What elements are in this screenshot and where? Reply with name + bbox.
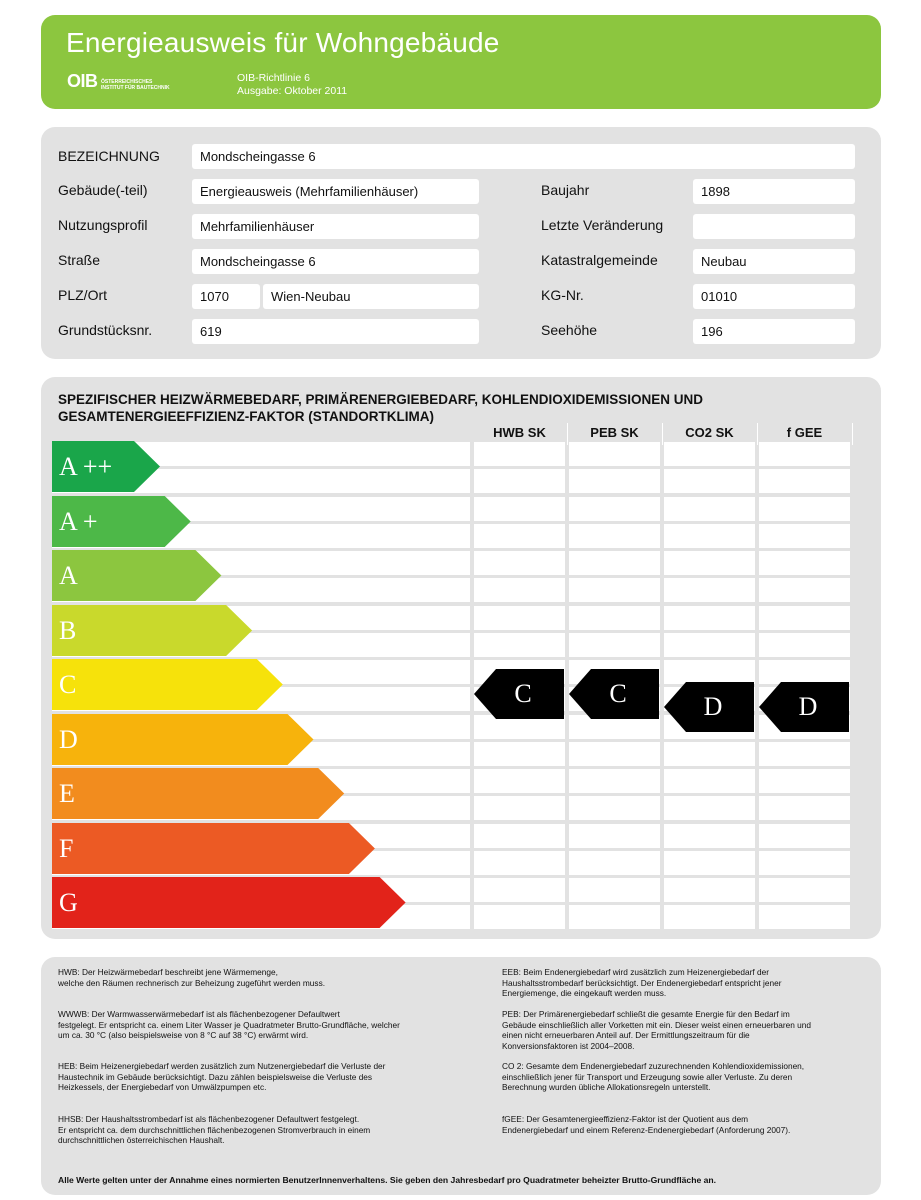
note-eeb-line: Haushaltsstrombedarf berücksichtigt. Der Endenergiebedarf entspricht jener	[502, 977, 782, 988]
class-label: A ++	[59, 452, 113, 481]
class-arrow-f	[52, 823, 379, 874]
note-peb-line: PEB: Der Primärenergiebedarf schließt die gesamte Energie für den Bedarf im	[502, 1009, 790, 1019]
rating-cell	[474, 578, 565, 602]
label-gebaeude: Gebäude(-teil)	[58, 182, 148, 198]
rating-cell	[664, 742, 755, 766]
rating-cell	[474, 769, 565, 793]
note-heb	[58, 1061, 443, 1093]
rating-cell	[664, 524, 755, 548]
class-label: A	[59, 561, 78, 590]
note-wwwb-line: um ca. 30 °C (also beispielsweise von 8 °C auf 38 °C) erwärmt wird.	[58, 1030, 309, 1040]
note-peb-line: einen nicht erneuerbaren Anteil auf. Der Ermittlungszeitraum für die	[502, 1030, 750, 1040]
field-seehoehe[interactable]: 196	[693, 319, 855, 344]
rating-cell	[664, 851, 755, 875]
rating-cell	[569, 551, 660, 575]
rating-cell	[759, 497, 850, 521]
note-hwb	[58, 967, 443, 988]
class-label: F	[59, 833, 74, 863]
rating-heading-line2: GESAMTENERGIEEFFIZIENZ-FAKTOR (STANDORTKLIMA)	[58, 409, 434, 424]
rating-cell	[569, 442, 660, 466]
field-grundstuecksnr[interactable]: 619	[192, 319, 479, 344]
rating-cell	[759, 796, 850, 820]
note-eeb-line: EEB: Beim Endenergiebedarf wird zusätzlich zum Heizenergiebedarf der	[502, 967, 770, 977]
result-marker-label: C	[514, 679, 532, 708]
column-divider	[757, 423, 758, 445]
footer-note: Alle Werte gelten unter der Annahme eines normierten BenutzerInnenverhaltens. Sie geben den Jahresbedarf pro Quadratmeter beheizter Brutto-Grundfläche an.	[58, 1175, 717, 1185]
note-hwb-line: HWB: Der Heizwärmebedarf beschreibt jene Wärmemenge,	[58, 967, 278, 977]
note-co2	[502, 1061, 887, 1093]
field-strasse[interactable]: Mondscheingasse 6	[192, 249, 479, 274]
rating-cell	[474, 551, 565, 575]
note-hhsb-line: Er entspricht ca. dem durchschnittlichen flächenbezogenen Stromverbrauch in einem	[58, 1124, 371, 1135]
note-eeb-line: Energiemenge, die eingekauft werden muss.	[502, 988, 667, 998]
rating-cell	[569, 578, 660, 602]
result-marker-label: D	[798, 691, 818, 721]
rating-cell	[759, 606, 850, 630]
column-divider	[567, 423, 568, 445]
rating-cell	[759, 824, 850, 848]
note-peb-line: Gebäude einschließlich aller Vorketten mit ein. Dieser weist einen erneuerbaren und	[502, 1019, 812, 1030]
note-eeb	[502, 967, 887, 999]
field-gebaeude[interactable]: Energieausweis (Mehrfamilienhäuser)	[192, 179, 479, 204]
label-kg-nr: KG-Nr.	[541, 287, 584, 303]
result-marker-label: D	[703, 691, 723, 721]
rating-cell	[569, 497, 660, 521]
class-label: D	[59, 724, 78, 754]
class-label: A +	[59, 506, 98, 536]
note-fgee-line: fGEE: Der Gesamtenergieeffizienz-Faktor ist der Quotient aus dem	[502, 1114, 749, 1124]
rating-cell	[474, 905, 565, 929]
rating-cell	[664, 769, 755, 793]
label-strasse: Straße	[58, 252, 101, 268]
rating-cell	[569, 524, 660, 548]
class-arrow-g	[52, 877, 410, 928]
label-plz-ort: PLZ/Ort	[58, 287, 108, 303]
rating-cell	[759, 878, 850, 902]
note-heb-line: Haustechnik im Gebäude berücksichtigt. Dazu zählen beispielsweise die Verluste des	[58, 1071, 373, 1082]
label-letzte-veraenderung: Letzte Veränderung	[541, 217, 664, 233]
note-co2-line: CO 2: Gesamte dem Endenergiebedarf zuzurechnenden Kohlendioxidemissionen,	[502, 1061, 805, 1071]
class-label: B	[59, 615, 77, 645]
rating-cell	[664, 824, 755, 848]
energy-rating-panel	[41, 377, 881, 939]
field-plz[interactable]: 1070	[192, 284, 260, 309]
rating-cell	[759, 524, 850, 548]
label-katastralgemeinde: Katastralgemeinde	[541, 252, 658, 268]
note-wwwb	[58, 1009, 443, 1041]
rating-cell	[569, 878, 660, 902]
rating-cell	[474, 469, 565, 493]
class-arrow-e	[52, 768, 348, 819]
rating-cell	[569, 796, 660, 820]
rating-cell	[569, 469, 660, 493]
rating-cell	[569, 824, 660, 848]
label-grundstuecksnr: Grundstücksnr.	[58, 322, 153, 338]
guideline-name: OIB-Richtlinie 6	[237, 72, 310, 84]
rating-cell	[664, 796, 755, 820]
note-peb-line: Konversionsfaktoren ist 2004–2008.	[502, 1040, 635, 1051]
rating-cell	[759, 769, 850, 793]
rating-cell	[474, 878, 565, 902]
rating-cell	[474, 742, 565, 766]
class-arrow-d	[52, 714, 318, 765]
column-header-co2: CO2 SK	[685, 425, 734, 440]
logo-institute-text	[101, 79, 170, 91]
rating-cell	[569, 851, 660, 875]
rating-cell	[664, 633, 755, 657]
column-header-hwb: HWB SK	[493, 425, 546, 440]
rating-heading-line1: SPEZIFISCHER HEIZWÄRMEBEDARF, PRIMÄRENERGIEBEDARF, KOHLENDIOXIDEMISSIONEN UND	[58, 392, 704, 407]
definitions-panel	[41, 957, 881, 1195]
rating-cell	[664, 905, 755, 929]
rating-cell	[759, 742, 850, 766]
column-header-fgee: f GEE	[786, 425, 823, 440]
class-arrow-a	[52, 550, 225, 601]
rating-cell	[759, 469, 850, 493]
rating-cell	[569, 905, 660, 929]
note-wwwb-line: festgelegt. Er entspricht ca. einem Liter Wasser je Quadratmeter Brutto-Grundfläche, welcher	[58, 1019, 400, 1030]
rating-cell	[664, 578, 755, 602]
field-ort[interactable]: Wien-Neubau	[263, 284, 479, 309]
rating-cell	[759, 660, 850, 684]
note-wwwb-line: WWWB: Der Warmwasserwärmebedarf ist als flächenbezogener Defaultwert	[58, 1009, 340, 1019]
rating-cell	[474, 851, 565, 875]
field-bezeichnung[interactable]: Mondscheingasse 6	[192, 144, 855, 169]
field-katastralgemeinde[interactable]: Neubau	[693, 249, 855, 274]
rating-cell	[664, 469, 755, 493]
rating-cell	[474, 524, 565, 548]
rating-heading	[58, 391, 838, 425]
note-co2-line: einschließlich jener für Transport und Erzeugung sowie aller Verluste. Zu deren	[502, 1071, 793, 1082]
rating-cell	[569, 633, 660, 657]
rating-cell	[759, 551, 850, 575]
rating-cell	[759, 851, 850, 875]
column-divider	[852, 423, 853, 445]
rating-cell	[474, 606, 565, 630]
rating-cell	[474, 824, 565, 848]
column-divider	[662, 423, 663, 445]
rating-cell	[474, 796, 565, 820]
note-fgee-line: Endenergiebedarf und einem Referenz-Endenergiebedarf (Anforderung 2007).	[502, 1124, 791, 1135]
field-baujahr[interactable]: 1898	[693, 179, 855, 204]
note-co2-line: Berechnung wurden übliche Allokationsregeln unterstellt.	[502, 1082, 711, 1092]
rating-cell	[759, 633, 850, 657]
field-kg-nr[interactable]: 01010	[693, 284, 855, 309]
label-baujahr: Baujahr	[541, 182, 590, 198]
rating-cell	[664, 660, 755, 684]
note-hhsb-line: durchschnittlichen österreichischen Haushalt.	[58, 1135, 225, 1145]
class-arrow-c	[52, 659, 287, 710]
class-label: C	[59, 670, 77, 699]
guideline-info	[237, 72, 347, 98]
note-hwb-line: welche den Räumen rechnerisch zur Beheizung zugeführt werden muss.	[58, 977, 326, 988]
label-bezeichnung: BEZEICHNUNG	[58, 148, 160, 164]
rating-cell	[474, 497, 565, 521]
logo-text-line2: INSTITUT FÜR BAUTECHNIK	[101, 85, 170, 91]
logo-text-line1: ÖSTERREICHISCHES	[101, 79, 153, 85]
note-hhsb	[58, 1114, 443, 1146]
note-hhsb-line: HHSB: Der Haushaltsstrombedarf ist als flächenbezogener Defaultwert festgelegt.	[58, 1114, 360, 1124]
guideline-edition: Ausgabe: Oktober 2011	[237, 85, 348, 97]
rating-cell	[759, 442, 850, 466]
rating-cell	[664, 442, 755, 466]
note-heb-line: Heizkessels, der Energiebedarf von Umwälzpumpen etc.	[58, 1082, 267, 1092]
oib-logo	[67, 71, 197, 99]
label-nutzungsprofil: Nutzungsprofil	[58, 217, 148, 233]
rating-cell	[664, 551, 755, 575]
class-label: E	[59, 779, 75, 808]
page-title: Energieausweis für Wohngebäude	[66, 27, 500, 58]
logo-mark: OIB	[67, 71, 98, 91]
rating-cell	[759, 578, 850, 602]
header-banner	[41, 15, 881, 109]
rating-cell	[759, 905, 850, 929]
building-info-panel	[41, 127, 881, 359]
note-fgee	[502, 1114, 887, 1135]
note-heb-line: HEB: Beim Heizenergiebedarf werden zusätzlich zum Nutzenergiebedarf die Verluste der	[58, 1061, 386, 1071]
field-letzte-veraenderung[interactable]	[693, 214, 855, 239]
rating-cell	[664, 878, 755, 902]
rating-cell	[664, 497, 755, 521]
result-marker-label: C	[609, 679, 627, 708]
class-arrow-b	[52, 605, 256, 656]
rating-cell	[474, 633, 565, 657]
field-nutzungsprofil[interactable]: Mehrfamilienhäuser	[192, 214, 479, 239]
rating-cell	[569, 769, 660, 793]
rating-cell	[664, 606, 755, 630]
rating-cell	[569, 606, 660, 630]
column-header-peb: PEB SK	[590, 425, 639, 440]
note-peb	[502, 1009, 887, 1051]
rating-cell	[569, 742, 660, 766]
rating-cell	[474, 442, 565, 466]
label-seehoehe: Seehöhe	[541, 322, 598, 338]
class-label: G	[59, 888, 78, 917]
